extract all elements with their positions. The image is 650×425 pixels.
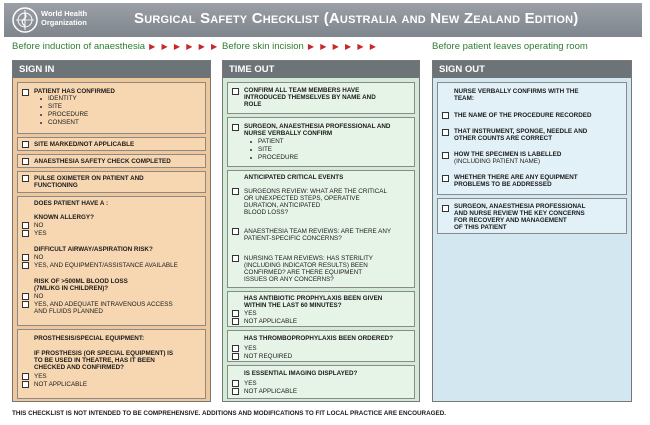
org-name-line2: Organization	[41, 18, 87, 27]
prosthesis-yes-checkbox[interactable]	[22, 373, 29, 380]
nursing-review-checkbox[interactable]	[232, 255, 239, 262]
imaging-yes-label: YES	[244, 380, 257, 387]
identity-label: IDENTITY	[48, 95, 77, 102]
phase-label-1	[12, 41, 219, 52]
thromboprophylaxis-no-checkbox[interactable]	[232, 353, 239, 360]
consent-label: CONSENT	[48, 119, 79, 126]
antibiotic-label-1: HAS ANTIBIOTIC PROPHYLAXIS BEEN GIVEN	[244, 295, 383, 302]
recovery-review-label-4: OF THIS PATIENT	[454, 224, 507, 231]
procedure-name-label: THE NAME OF THE PROCEDURE RECORDED	[454, 112, 592, 119]
surgeon-review-label-2: OR UNEXPECTED STEPS, OPERATIVE	[244, 195, 360, 202]
nursing-review-label-4: ISSUES OR ANY CONCERNS?	[244, 276, 334, 283]
airway-no-label: NO	[34, 254, 44, 261]
blood-loss-no-checkbox[interactable]	[22, 293, 29, 300]
recovery-review-label-1: SURGEON, ANAESTHESIA PROFESSIONAL	[454, 203, 586, 210]
prosthesis-label: PROSTHESIS/SPECIAL EQUIPMENT:	[34, 335, 145, 342]
imaging-label: IS ESSENTIAL IMAGING DISPLAYED?	[244, 370, 358, 377]
prosthesis-box	[17, 329, 206, 399]
site-marked-label: SITE MARKED/NOT APPLICABLE	[34, 141, 135, 148]
thromboprophylaxis-yes-checkbox[interactable]	[232, 345, 239, 352]
site-marked-checkbox[interactable]	[22, 141, 29, 148]
nurse-confirms-label-1: NURSE VERBALLY CONFIRMS WITH THE	[454, 88, 579, 95]
procedure-label: PROCEDURE	[258, 154, 299, 161]
verbal-confirm-label-1: SURGEON, ANAESTHESIA PROFESSIONAL AND	[244, 123, 391, 130]
anaesthesia-check-label: ANAESTHESIA SAFETY CHECK COMPLETED	[34, 158, 171, 165]
verbal-confirm-label-2: NURSE VERBALLY CONFIRM	[244, 130, 333, 137]
time-out-column	[222, 60, 420, 402]
surgeon-review-checkbox[interactable]	[232, 188, 239, 195]
antibiotic-na-checkbox[interactable]	[232, 318, 239, 325]
phase-label-2	[222, 41, 378, 52]
blood-loss-yes-checkbox[interactable]	[22, 301, 29, 308]
pulse-oximeter-checkbox[interactable]	[22, 175, 29, 182]
allergy-no-label: NO	[34, 222, 44, 229]
blood-loss-label-1: RISK OF >500ML BLOOD LOSS	[34, 278, 128, 285]
site-label: SITE	[258, 146, 272, 153]
team-intro-checkbox[interactable]	[232, 88, 239, 95]
bullet-icon	[250, 157, 252, 159]
blood-loss-yes-label-1: YES, AND ADEQUATE INTRAVENOUS ACCESS	[34, 301, 173, 308]
footer-disclaimer: THIS CHECKLIST IS NOT INTENDED TO BE COMPREHENSIVE. ADDITIONS AND MODIFICATIONS TO FIT LOCAL PRACTICE ARE ENCOURAGED.	[12, 410, 447, 417]
thromboprophylaxis-yes-label: YES	[244, 345, 257, 352]
procedure-label: PROCEDURE	[48, 111, 89, 118]
prosthesis-question-3: CHECKED AND CONFIRMED?	[34, 364, 125, 371]
patient-label: PATIENT	[258, 138, 284, 145]
patient-risks-box	[17, 196, 206, 326]
surgeon-review-label-1: SURGEONS REVIEW: WHAT ARE THE CRITICAL	[244, 188, 387, 195]
prosthesis-question-2: TO BE USED IN THEATRE, HAS IT BEEN	[34, 357, 155, 364]
prosthesis-na-checkbox[interactable]	[22, 381, 29, 388]
sign-out-heading: SIGN OUT	[433, 61, 631, 78]
antibiotic-label-2: WITHIN THE LAST 60 MINUTES?	[244, 302, 342, 309]
verbal-confirm-box	[227, 117, 415, 167]
pulse-oximeter-box	[17, 171, 206, 193]
anaesthesia-review-label-2: PATIENT-SPECIFIC CONCERNS?	[244, 235, 342, 242]
pulse-oximeter-label-2: FUNCTIONING	[34, 182, 78, 189]
antibiotic-yes-label: YES	[244, 310, 257, 317]
anticipated-events-label: ANTICIPATED CRITICAL EVENTS	[244, 174, 344, 181]
imaging-na-checkbox[interactable]	[232, 388, 239, 395]
blood-loss-yes-label-2: AND FLUIDS PLANNED	[34, 308, 103, 315]
prosthesis-na-label: NOT APPLICABLE	[34, 381, 88, 388]
allergy-yes-checkbox[interactable]	[22, 230, 29, 237]
specimen-checkbox[interactable]	[442, 152, 449, 159]
org-name-line1: World Health	[41, 9, 88, 18]
blood-loss-label-2: (7ML/KG IN CHILDREN)?	[34, 285, 109, 292]
prosthesis-yes-label: YES	[34, 373, 47, 380]
specimen-label-2: (INCLUDING PATIENT NAME)	[454, 158, 541, 165]
imaging-box	[227, 365, 415, 399]
time-out-heading: TIME OUT	[223, 61, 419, 78]
equipment-label-2: PROBLEMS TO BE ADDRESSED	[454, 181, 552, 188]
site-label: SITE	[48, 103, 62, 110]
recovery-review-checkbox[interactable]	[442, 205, 449, 212]
patient-confirmed-box	[17, 82, 206, 134]
recovery-review-label-3: FOR RECOVERY AND MANAGEMENT	[454, 217, 567, 224]
thromboprophylaxis-box	[227, 330, 415, 362]
team-intro-label-2: INTRODUCED THEMSELVES BY NAME AND	[244, 94, 376, 101]
does-patient-have-label: DOES PATIENT HAVE A :	[34, 200, 109, 207]
surgeon-review-label-4: BLOOD LOSS?	[244, 209, 289, 216]
counts-label-1: THAT INSTRUMENT, SPONGE, NEEDLE AND	[454, 128, 588, 135]
airway-label: DIFFICULT AIRWAY/ASPIRATION RISK?	[34, 246, 153, 253]
recovery-review-label-2: AND NURSE REVIEW THE KEY CONCERNS	[454, 210, 585, 217]
site-marked-box	[17, 137, 206, 151]
bullet-icon	[40, 114, 42, 116]
nursing-review-label-2: (INCLUDING INDICATOR RESULTS) BEEN	[244, 262, 368, 269]
airway-yes-label: YES, AND EQUIPMENT/ASSISTANCE AVAILABLE	[34, 262, 178, 269]
phase-2-text: Before skin incision	[222, 41, 304, 52]
equipment-label-1: WHETHER THERE ARE ANY EQUIPMENT	[454, 174, 578, 181]
team-intro-label-1: CONFIRM ALL TEAM MEMBERS HAVE	[244, 87, 360, 94]
nurse-confirms-box	[437, 82, 627, 195]
org-name	[41, 9, 87, 27]
patient-confirmed-checkbox[interactable]	[22, 89, 29, 96]
bullet-icon	[40, 106, 42, 108]
anaesthesia-check-checkbox[interactable]	[22, 158, 29, 165]
counts-checkbox[interactable]	[442, 129, 449, 136]
verbal-confirm-checkbox[interactable]	[232, 124, 239, 131]
bullet-icon	[250, 149, 252, 151]
imaging-yes-checkbox[interactable]	[232, 380, 239, 387]
thromboprophylaxis-no-label: NOT REQUIRED	[244, 353, 293, 360]
sign-in-heading: SIGN IN	[13, 61, 210, 78]
bullet-icon	[40, 122, 42, 124]
antibiotic-yes-checkbox[interactable]	[232, 310, 239, 317]
phase-1-text: Before induction of anaesthesia	[12, 41, 146, 52]
antibiotic-box	[227, 291, 415, 327]
phase-arrows-icon: ▶ ▶ ▶ ▶ ▶ ▶	[149, 42, 220, 51]
thromboprophylaxis-label: HAS THROMBOPROPHYLAXIS BEEN ORDERED?	[244, 335, 394, 342]
nurse-confirms-label-2: TEAM:	[454, 95, 474, 102]
patient-confirmed-label: PATIENT HAS CONFIRMED	[34, 88, 115, 95]
blood-loss-no-label: NO	[34, 293, 44, 300]
anaesthesia-check-box	[17, 154, 206, 168]
sign-out-column	[432, 60, 632, 402]
airway-yes-checkbox[interactable]	[22, 262, 29, 269]
nursing-review-label-3: CONFIRMED? ARE THERE EQUIPMENT	[244, 269, 363, 276]
sign-in-column	[12, 60, 211, 402]
page-title: Surgical Safety Checklist (Australia and New Zealand Edition)	[134, 10, 579, 27]
allergy-yes-label: YES	[34, 230, 47, 237]
antibiotic-na-label: NOT APPLICABLE	[244, 318, 298, 325]
imaging-na-label: NOT APPLICABLE	[244, 388, 298, 395]
team-intro-box	[227, 82, 415, 114]
header-bar	[4, 3, 642, 37]
pulse-oximeter-label-1: PULSE OXIMETER ON PATIENT AND	[34, 175, 144, 182]
specimen-label-1: HOW THE SPECIMEN IS LABELLED	[454, 151, 562, 158]
prosthesis-question-1: IF PROSTHESIS (OR SPECIAL EQUIPMENT) IS	[34, 350, 174, 357]
bullet-icon	[40, 98, 42, 100]
anaesthesia-review-label-1: ANAESTHESIA TEAM REVIEWS: ARE THERE ANY	[244, 228, 392, 235]
anaesthesia-review-checkbox[interactable]	[232, 228, 239, 235]
bullet-icon	[250, 141, 252, 143]
team-intro-label-3: ROLE	[244, 101, 262, 108]
who-logo-icon	[12, 7, 38, 33]
counts-label-2: OTHER COUNTS ARE CORRECT	[454, 135, 553, 142]
airway-no-checkbox[interactable]	[22, 254, 29, 261]
phase-label-3: Before patient leaves operating room	[432, 41, 588, 52]
critical-events-box	[227, 170, 415, 288]
allergy-label: KNOWN ALLERGY?	[34, 214, 94, 221]
procedure-name-checkbox[interactable]	[442, 112, 449, 119]
recovery-review-box	[437, 198, 627, 234]
surgeon-review-label-3: DURATION, ANTICIPATED	[244, 202, 321, 209]
phase-arrows-icon: ▶ ▶ ▶ ▶ ▶ ▶	[307, 42, 378, 51]
equipment-checkbox[interactable]	[442, 175, 449, 182]
allergy-no-checkbox[interactable]	[22, 222, 29, 229]
nursing-review-label-1: NURSING TEAM REVIEWS: HAS STERILITY	[244, 255, 373, 262]
